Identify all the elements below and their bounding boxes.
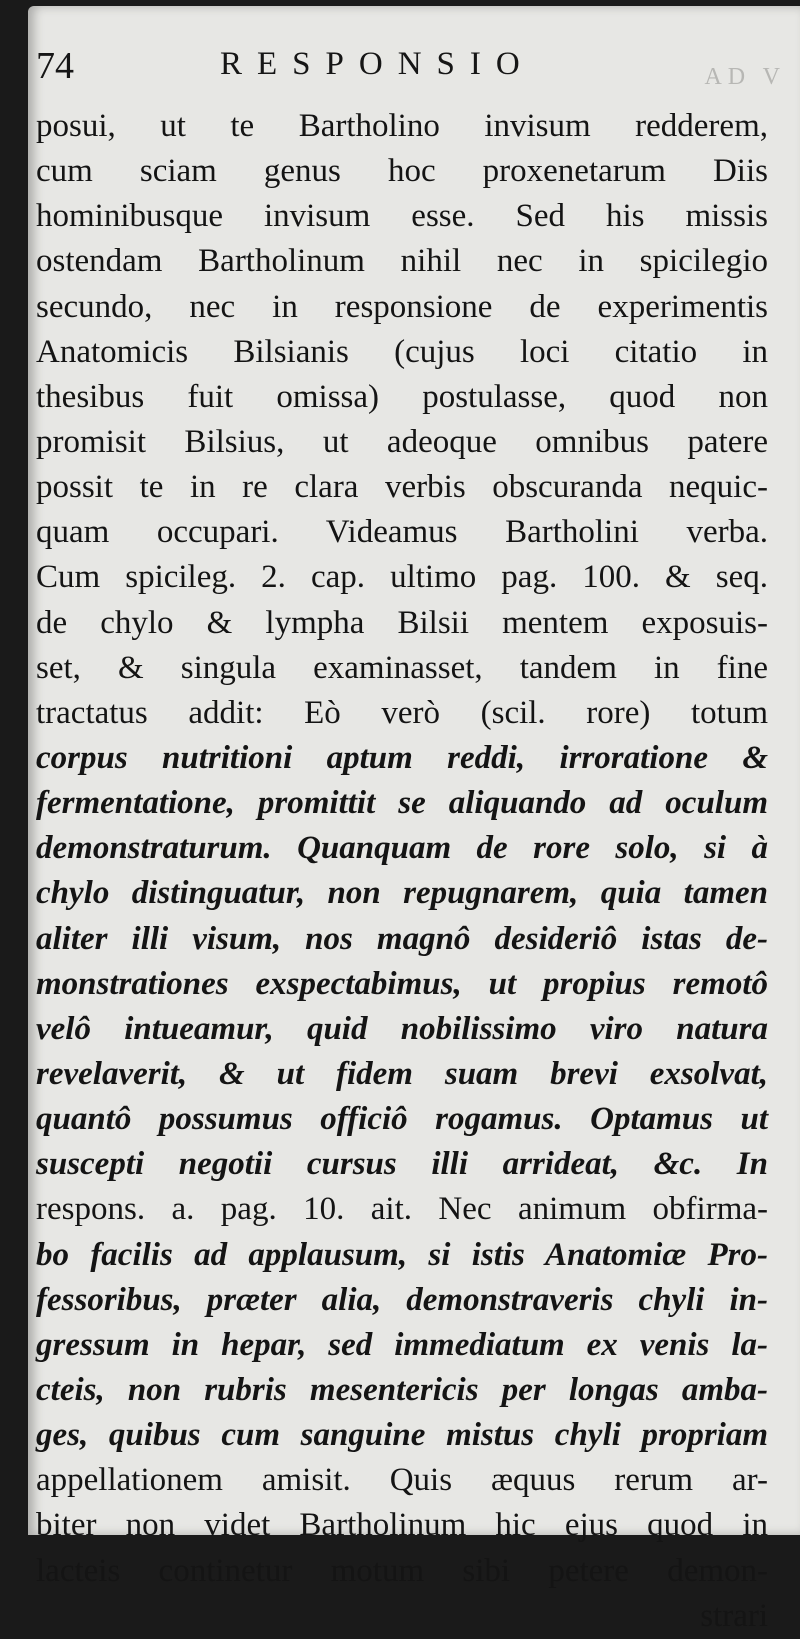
- book-page: [28, 6, 800, 1634]
- text-line-quote: fessoribus, præter alia, demonstraveris chyli in-: [36, 1281, 768, 1318]
- text-line: promisit Bilsius, ut adeoque omnibus patere: [36, 423, 768, 460]
- text-line: respons. a. pag. 10. ait. Nec animum obfirma-: [36, 1191, 768, 1228]
- page-header: [36, 44, 776, 96]
- text-line: posui, ut te Bartholino invisum redderem,: [36, 108, 768, 144]
- text-line-quote: gressum in hepar, sed immediatum ex venis la-: [36, 1326, 768, 1363]
- text-line: hominibusque invisum esse. Sed his missis: [36, 198, 768, 235]
- text-line-quote: monstrationes exspectabimus, ut propius remotô: [36, 965, 768, 1002]
- text-line: cum sciam genus hoc proxenetarum Diis: [36, 153, 768, 190]
- text-line-quote: suscepti negotii cursus illi arrideat, &c. In: [36, 1146, 768, 1183]
- text-line-quote: demonstraturum. Quanquam de rore solo, si à: [36, 830, 768, 867]
- text-line: set, & singula examinasset, tandem in fine: [36, 649, 768, 686]
- text-line: Anatomicis Bilsianis (cujus loci citatio in: [36, 333, 768, 370]
- text-line: Cum spicileg. 2. cap. ultimo pag. 100. & seq.: [36, 559, 768, 596]
- bleed-through-text: AD V: [704, 64, 786, 90]
- text-line: de chylo & lympha Bilsii mentem exposuis-: [36, 604, 768, 641]
- body-text: [36, 104, 768, 1639]
- text-line-quote: chylo distinguatur, non repugnarem, quia tamen: [36, 875, 768, 912]
- text-line: biter non videt Bartholinum hic ejus quod in: [36, 1507, 768, 1544]
- text-line: quam occupari. Videamus Bartholini verba.: [36, 514, 768, 551]
- text-line: ostendam Bartholinum nihil nec in spicilegio: [36, 243, 768, 280]
- text-line-quote: aliter illi visum, nos magnô desideriô istas de-: [36, 920, 768, 957]
- text-line-quote: revelaverit, & ut fidem suam brevi exsolvat,: [36, 1055, 768, 1092]
- text-line: appellationem amisit. Quis æquus rerum ar-: [36, 1462, 768, 1499]
- text-line-quote: fermentatione, promittit se aliquando ad oculum: [36, 785, 768, 822]
- text-line-quote: velô intueamur, quid nobilissimo viro natura: [36, 1010, 768, 1047]
- text-line: thesibus fuit omissa) postulasse, quod non: [36, 378, 768, 415]
- running-head: RESPONSIO: [220, 46, 535, 82]
- text-line: possit te in re clara verbis obscuranda nequic-: [36, 469, 768, 506]
- page-number: 74: [36, 45, 74, 87]
- text-line-last: strari: [700, 1597, 768, 1634]
- text-line: lacteis continetur motum sibi petere demon-: [36, 1552, 768, 1589]
- text-line-quote: ges, quibus cum sanguine mistus chyli propriam: [36, 1417, 768, 1454]
- text-line: secundo, nec in responsione de experimentis: [36, 288, 768, 325]
- text-line-quote: quantô possumus officiô rogamus. Optamus ut: [36, 1101, 768, 1138]
- text-line-quote: corpus nutritioni aptum reddi, irroratione &: [36, 739, 768, 776]
- text-line: tractatus addit: Eò verò (scil. rore) totum: [36, 694, 768, 731]
- text-line-quote: cteis, non rubris mesentericis per longas amba-: [36, 1371, 768, 1408]
- text-line-quote: bo facilis ad applausum, si istis Anatomiæ Pro-: [36, 1236, 768, 1273]
